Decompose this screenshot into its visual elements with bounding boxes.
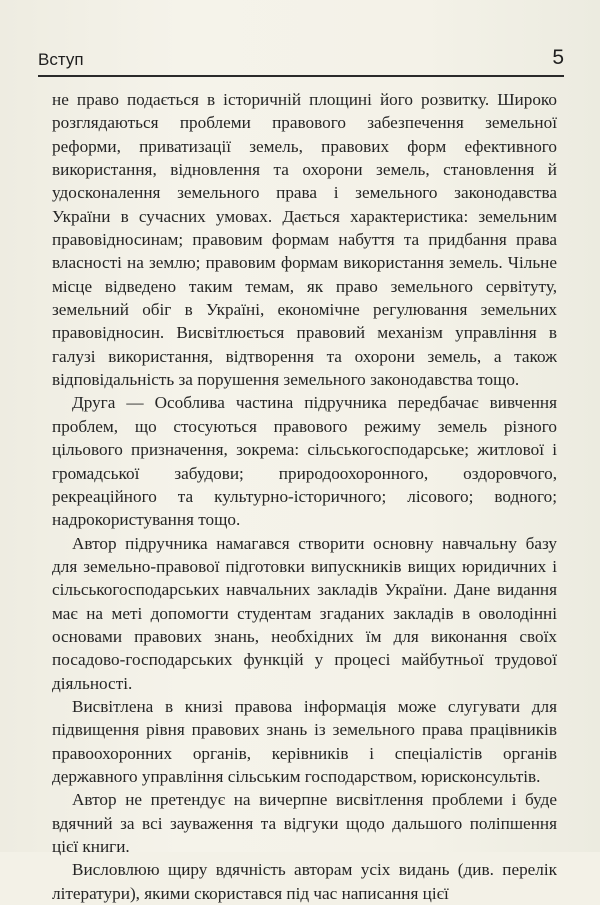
page-number: 5 <box>552 46 564 69</box>
page-header <box>38 40 564 74</box>
paragraph: Висвітлена в книзі правова інформація може слугувати для підвищення рівня правових знань із земельного права працівників правоохоронних органів, керівників і спеціалістів органів державного управління сільським господарством, юрисконсультів. <box>52 696 557 786</box>
header-rule <box>38 75 564 77</box>
running-head: Вступ <box>38 50 84 69</box>
paragraph: Друга — Особлива частина підручника передбачає вивчення проблем, що стосуються правового режиму земель різного цільового призначення, зокрема: сільськогосподарське; житлової і громадської забудови; природоохоронного, оздоровчого, рекреаційного та культурно-історичного; лісового; водного; надрокористування тощо. <box>52 393 557 530</box>
paragraph: Автор не претендує на вичерпне висвітлення проблеми і буде вдячний за всі зауваження та відгуки щодо дальшого поліпшення цієї книги. <box>52 790 557 856</box>
paragraph: не право подається в історичній площині його розвитку. Широко розглядаються проблеми правового забезпечення земельної реформи, приватизації земель, правових форм ефективного використання, відновлення та охорони земель, становлення й удосконалення земельного права і земельного законодавства України в сучасних умовах. Дається характеристика: земельним правовідносинам; правовим формам набуття та придбання права власності на землю; правовим формам використання земель. Чільне місце відведено таким темам, як право земельного сервітуту, земельний обіг в Україні, економічне регулювання земельних правовідносин. Висвітлюється правовий механізм управління в галузі використання, відтворення та охорони земель, а також відповідальність за порушення земельного законодавства тощо. <box>52 90 557 390</box>
paragraph: Висловлюю щиру вдячність авторам усіх видань (див. перелік літератури), якими скористався під час написання цієї <box>52 860 557 903</box>
body-text <box>52 88 557 905</box>
paragraph: Автор підручника намагався створити основну навчальну базу для земельно-правової підготовки випускників вищих юридичних і сільськогосподарських навчальних закладів України. Дане видання має на меті допомогти студентам згаданих закладів в оволодінні основами правових знань, необхідних їм для виконання своїх посадово-господарських функцій у процесі майбутньої трудової діяльності. <box>52 533 557 693</box>
